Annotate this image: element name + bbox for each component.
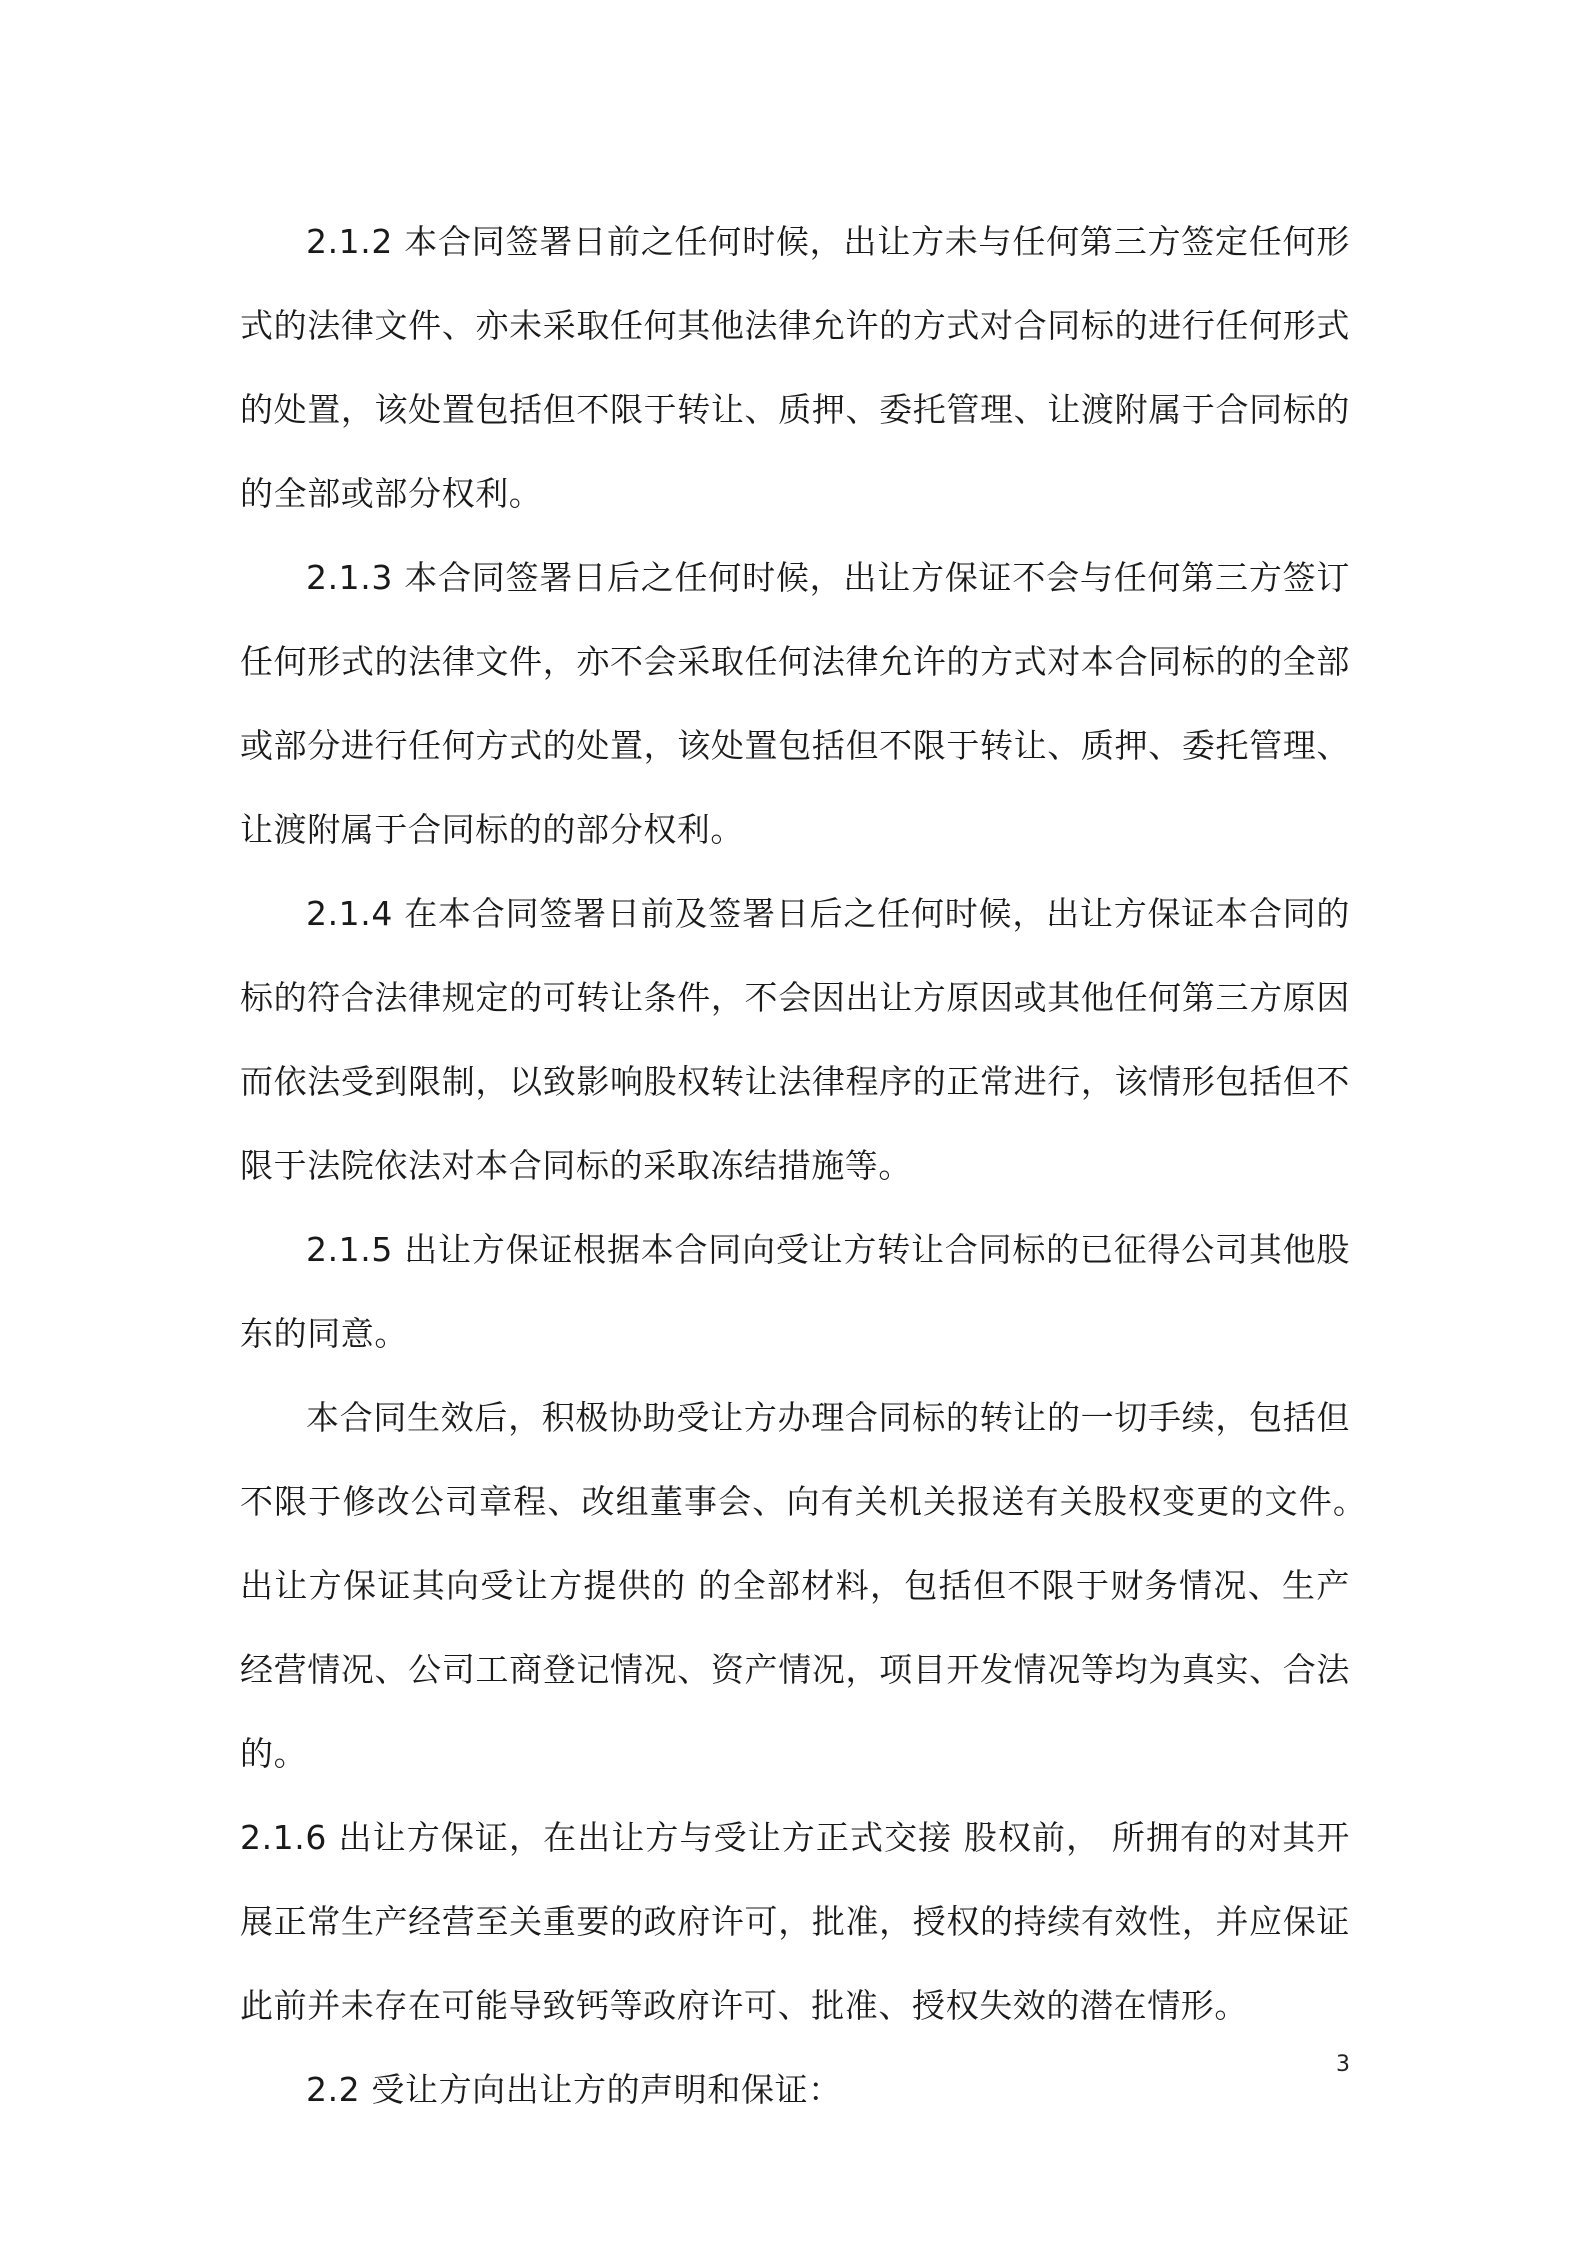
document-body (240, 200, 1451, 2132)
clause-2-1-4: 2.1.4 在本合同签署日前及签署日后之任何时候，出让方保证本合同的标的符合法律规定的可转让条件，不会因出让方原因或其他任何第三方原因而依法受到限制，以致影响股权转让法律程序的正常进行，该情形包括但不限于法院依法对本合同标的采取冻结措施等。 (240, 894, 1350, 1185)
clause-2-1-5: 2.1.5 出让方保证根据本合同向受让方转让合同标的已征得公司其他股东的同意。 (240, 1230, 1350, 1353)
page-number: 3 (1336, 2052, 1350, 2077)
clause-2-1-2: 2.1.2 本合同签署日前之任何时候，出让方未与任何第三方签定任何形式的法律文件、亦未采取任何其他法律允许的方式对合同标的进行任何形式的处置，该处置包括但不限于转让、质押、委托管理、让渡附属于合同标的的全部或部分权利。 (240, 222, 1350, 513)
clause-2-1-6: 2.1.6 出让方保证，在出让方与受让方正式交接 股权前， 所拥有的对其开展正常生产经营至关重要的政府许可，批准，授权的持续有效性，并应保证此前并未存在可能导致钙等政府许可、批准、授权失效的潜在情形。 (240, 1818, 1350, 2025)
clause-2-1-3: 2.1.3 本合同签署日后之任何时候，出让方保证不会与任何第三方签订任何形式的法律文件，亦不会采取任何法律允许的方式对本合同标的的全部或部分进行任何方式的处置，该处置包括但不限于转让、质押、委托管理、让渡附属于合同标的的部分权利。 (240, 558, 1350, 849)
clause-effect-assistance: 本合同生效后，积极协助受让方办理合同标的转让的一切手续，包括但不限于修改公司章程、改组董事会、向有关机关报送有关股权变更的文件。 出让方保证其向受让方提供的 的全部材料，包括但不限于财务情况、生产经营情况、公司工商登记情况、资产情况，项目开发情况等均为真实、合法的。 (240, 1398, 1451, 1773)
clause-2-2-heading: 2.2 受让方向出让方的声明和保证： (306, 2070, 842, 2109)
